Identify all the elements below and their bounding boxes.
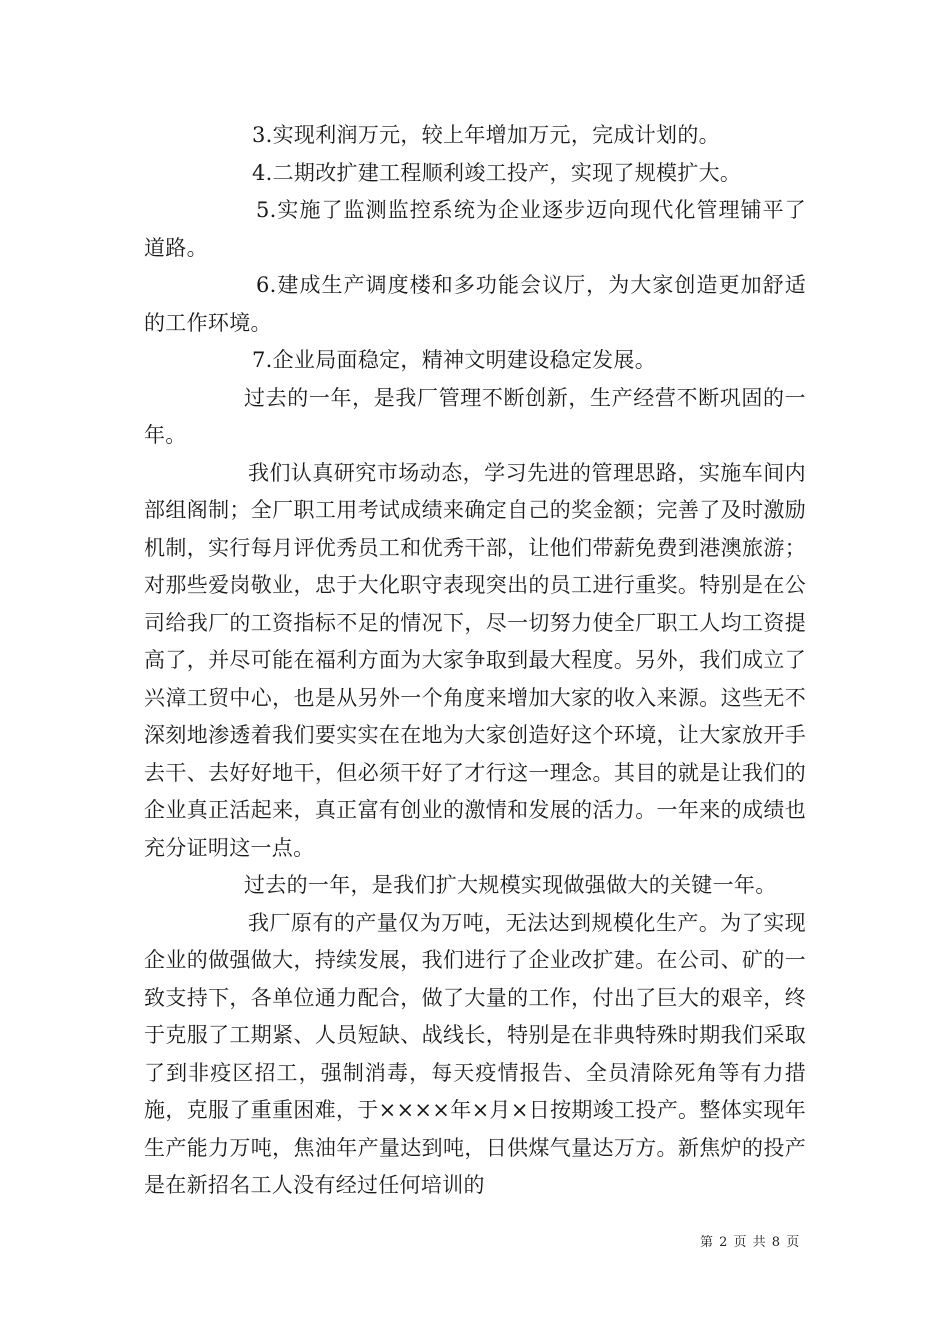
page-number: 第 2 页 共 8 页 bbox=[700, 1235, 801, 1250]
paragraph-management-details: 我们认真研究市场动态，学习先进的管理思路，实施车间内部组阁制；全厂职工用考试成绩来确定自己的奖金额；完善了及时激励机制，实行每月评优秀员工和优秀干部，让他们带薪免费到港澳旅游；对那些爱岗敬业，忠于大化职守表现突出的员工进行重奖。特别是在公司给我厂的工资指标不足的情况下，尽一切努力使全厂职工人均工资提高了，并尽可能在福利方面为大家争取到最大程度。另外，我们成立了兴漳工贸中心，也是从另外一个角度来增加大家的收入来源。这些无不深刻地渗透着我们要实实在在地为大家创造好这个环境，让大家放开手去干、去好好地干，但必须干好了才行这一理念。其目的就是让我们的企业真正活起来，真正富有创业的激情和发展的活力。一年来的成绩也充分证明这一点。 bbox=[144, 460, 806, 860]
paragraph-scale-year: 过去的一年，是我们扩大规模实现做强做大的关键一年。 bbox=[244, 873, 777, 897]
paragraph-item-3: 3.实现利润万元，较上年增加万元，完成计划的。 bbox=[252, 123, 720, 147]
paragraph-item-4: 4.二期改扩建工程顺利竣工投产，实现了规模扩大。 bbox=[252, 160, 742, 185]
paragraph-management-year: 过去的一年，是我厂管理不断创新，生产经营不断巩固的一年。 bbox=[144, 385, 806, 447]
paragraph-item-5: 5.实施了监测监控系统为企业逐步迈向现代化管理铺平了道路。 bbox=[144, 198, 806, 260]
document-body bbox=[144, 117, 806, 1205]
paragraph-item-6: 6.建成生产调度楼和多功能会议厅，为大家创造更加舒适的工作环境。 bbox=[144, 273, 806, 335]
paragraph-item-7: 7.企业局面稳定，精神文明建设稳定发展。 bbox=[252, 348, 657, 372]
paragraph-expansion-details: 我厂原有的产量仅为万吨，无法达到规模化生产。为了实现企业的做强做大，持续发展，我们进行了企业改扩建。在公司、矿的一致支持下，各单位通力配合，做了大量的工作，付出了巨大的艰辛，终于克服了工期紧、人员短缺、战线长，特别是在非典特殊时期我们采取了到非疫区招工，强制消毒，每天疫情报告、全员清除死角等有力措施，克服了重重困难，于××××年×月×日按期竣工投产。整体实现年生产能力万吨，焦油年产量达到吨，日供煤气量达万方。新焦炉的投产是在新招名工人没有经过任何培训的 bbox=[144, 910, 806, 1197]
